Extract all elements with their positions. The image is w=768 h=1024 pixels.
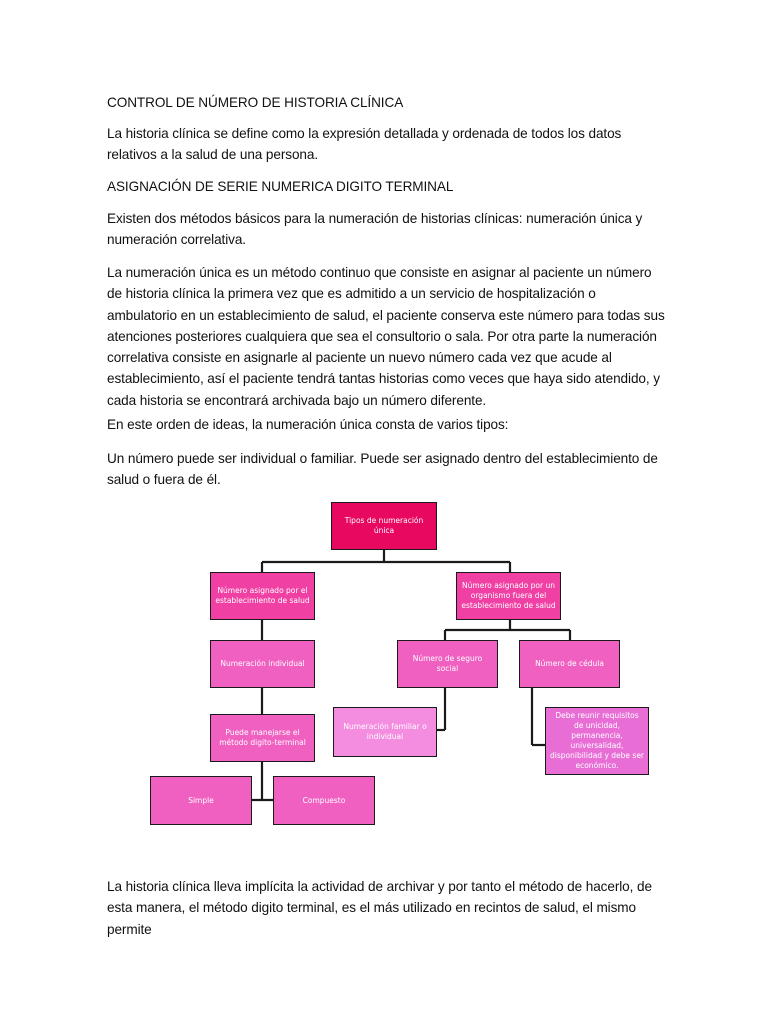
diagram-node-organismo — [456, 572, 561, 620]
diagram-root-node — [331, 502, 437, 550]
diagram-node-simple-label: Simple — [188, 795, 214, 805]
paragraph-numeracion: La numeración única es un método continuo que consiste en asignar al paciente un número de historia clínica la primera vez que es admitido a un servicio de hospitalización o ambulatorio en un establecimiento de salud, el paciente conserva este número para todas sus atenciones posteriores cualquiera que sea el consultorio o sala. Por otra parte la numeración correlativa consiste en asignarle al paciente un nuevo número cada vez que acude al establecimiento, así el paciente tendrá tantas historias como veces que haya sido atendido, y cada historia se encontrará archivada bajo un número diferente. — [107, 265, 665, 408]
diagram-node-simple — [150, 776, 252, 825]
paragraph-individual-familiar: Un número puede ser individual o familiar. Puede ser asignado dentro del establecimiento de salud o fuera de él. — [107, 451, 658, 488]
diagram-node-digito-terminal-label: Puede manejarse el método digito-terminal — [219, 728, 306, 747]
paragraph-methods: Existen dos métodos básicos para la numeración de historias clínicas: numeración única y numeración correlativa. — [107, 211, 643, 248]
diagram-node-individual-label: Numeración individual — [220, 659, 305, 668]
diagram-node-compuesto-label: Compuesto — [302, 795, 346, 805]
paragraph-definition: La historia clínica se define como la expresión detallada y ordenada de todos los datos relativos a la salud de una persona. — [107, 126, 622, 163]
diagram-node-establecimiento — [210, 572, 315, 620]
diagram-node-cedula-label: Número de cédula — [535, 659, 604, 668]
diagram-node-establecimiento-label: Número asignado por el establecimiento de salud — [215, 586, 310, 605]
diagram-node-requisitos-label: Debe reunir requisitos de unicidad, permanencia, universalidad, disponibilidad y debe ser económico. — [550, 711, 645, 770]
diagram-node-familiar-label: Numeración familiar o individual — [343, 722, 427, 741]
diagram-node-compuesto — [273, 776, 375, 825]
diagram-node-seguro-social-label: Número de seguro social — [412, 654, 483, 673]
diagram-node-familiar — [333, 707, 437, 757]
diagram-node-seguro-social — [397, 640, 498, 688]
diagram-node-individual — [210, 640, 315, 688]
paragraph-tipos: En este orden de ideas, la numeración única consta de varios tipos: — [107, 417, 509, 432]
diagram-node-cedula — [519, 640, 620, 688]
diagram-node-organismo-label: Número asignado por un organismo fuera del establecimiento de salud — [461, 581, 556, 610]
paragraph-archivar: La historia clínica lleva implícita la actividad de archivar y por tanto el método de hacerlo, de esta manera, el método digito terminal, es el más utilizado en recintos de salud, el mismo permite — [107, 879, 652, 937]
diagram-node-requisitos — [545, 707, 649, 775]
section-heading: ASIGNACIÓN DE SERIE NUMERICA DIGITO TERMINAL — [107, 179, 454, 194]
diagram-root-label: Tipos de numeración única — [344, 516, 424, 535]
diagram-node-digito-terminal — [210, 714, 315, 762]
document-title: CONTROL DE NÚMERO DE HISTORIA CLÍNICA — [107, 95, 404, 110]
